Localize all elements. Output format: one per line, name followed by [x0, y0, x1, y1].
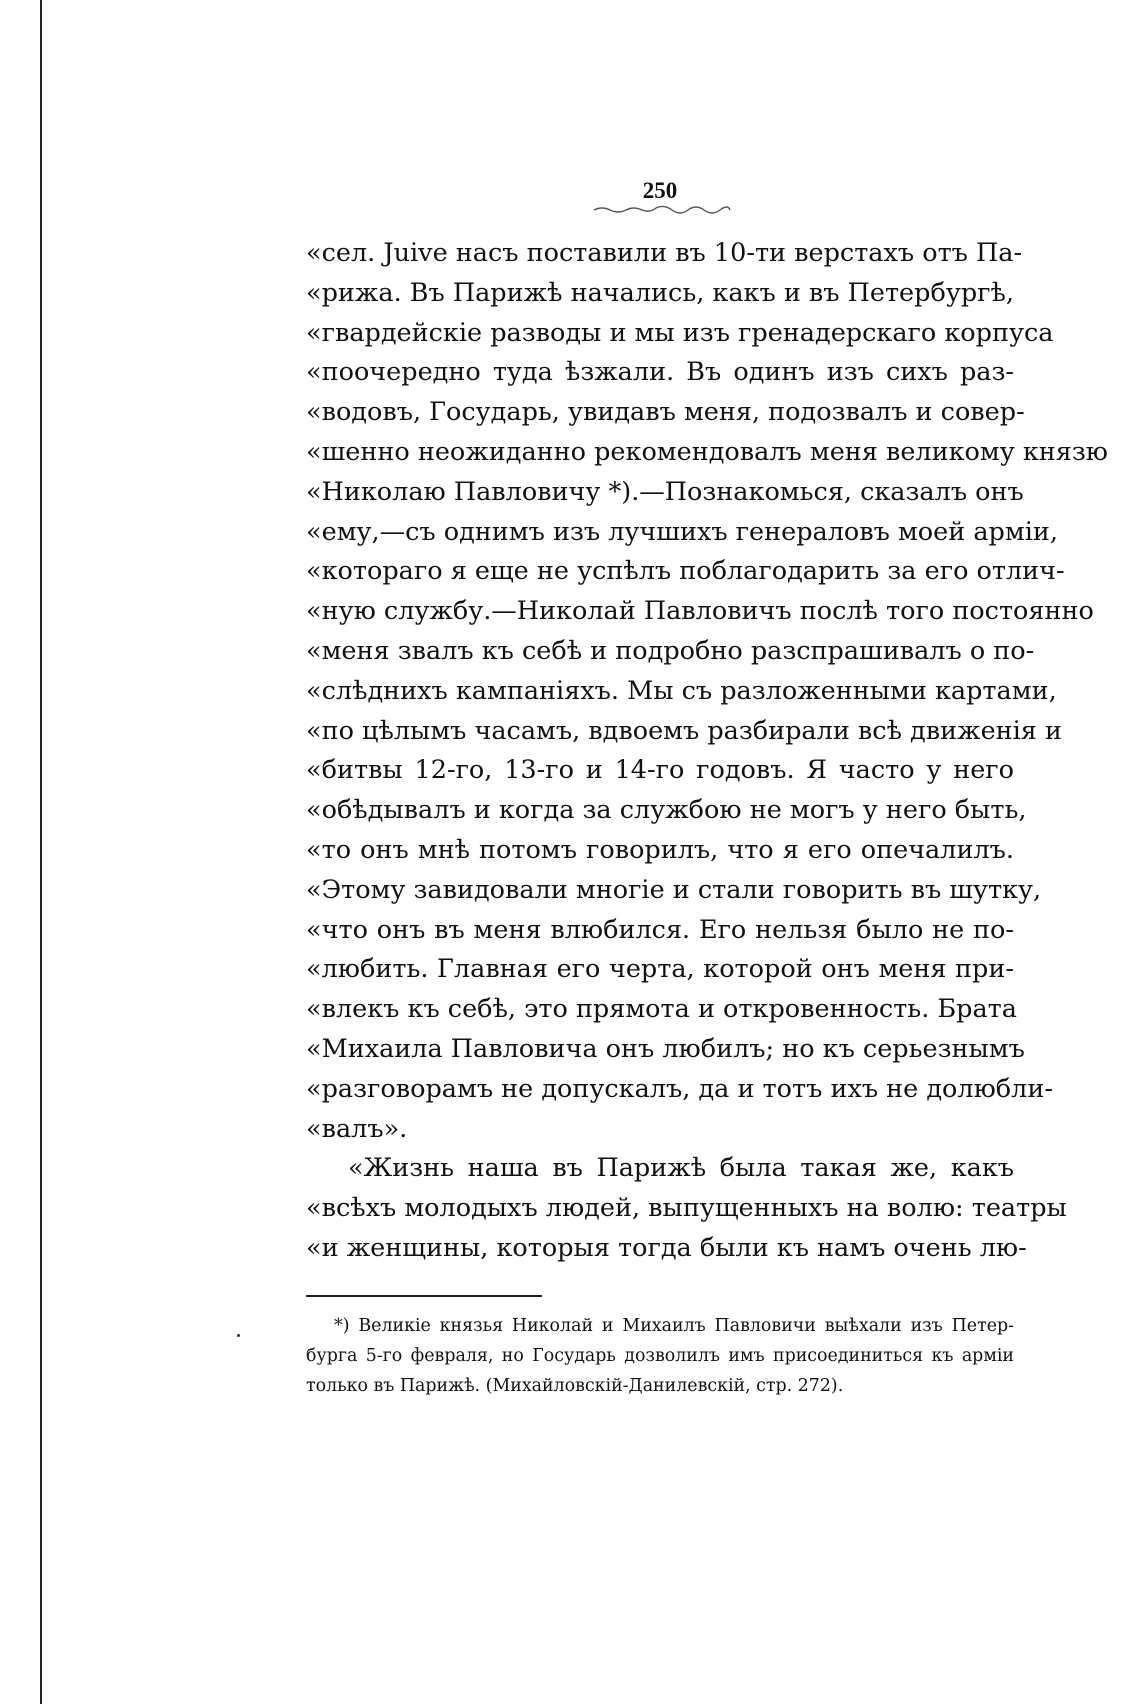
text-line: «котораго я еще не успѣлъ поблагодарить за его отлич-	[306, 556, 1065, 587]
text-line: «Михаила Павловича онъ любилъ; но къ серьезнымъ	[306, 1033, 1025, 1064]
binding-edge	[40, 0, 42, 1704]
text-line: «по цѣлымъ часамъ, вдвоемъ разбирали всѣ движенія и	[306, 715, 1062, 746]
footnote-divider	[306, 1295, 542, 1297]
text-line: «шенно неожиданно рекомендовалъ меня великому князю	[306, 436, 1108, 467]
footnote	[306, 1311, 1014, 1401]
text-line: «что онъ въ меня влюбился. Его нельзя было не по-	[306, 914, 1014, 945]
text-line: «меня звалъ къ себѣ и подробно разспрашивалъ о по-	[306, 635, 1035, 666]
paragraph-start-line: «Жизнь наша въ Парижѣ была такая же, какъ	[348, 1153, 1014, 1184]
text-line: «и женщины, которыя тогда были къ намъ очень лю-	[306, 1232, 1027, 1263]
text-line: «рижа. Въ Парижѣ начались, какъ и въ Петербургѣ,	[306, 277, 1014, 308]
text-line: «обѣдывалъ и когда за службою не могъ у него быть,	[306, 795, 1027, 826]
text-line: «ную службу.—Николай Павловичъ послѣ того постоянно	[306, 596, 1094, 627]
footnote-line: *) Великіе князья Николай и Михаилъ Павловичи выѣхали изъ Петер-	[334, 1316, 1014, 1336]
text-line: «сел. Juive насъ поставили въ 10-ти верстахъ отъ Па-	[306, 238, 1023, 268]
page-number-ornament	[592, 204, 732, 216]
paragraph-end-line: «валъ».	[306, 1113, 408, 1144]
text-line: «водовъ, Государь, увидавъ меня, подозвалъ и совер-	[306, 397, 1025, 428]
text-line: «слѣднихъ кампаніяхъ. Мы съ разложенными картами,	[306, 675, 1057, 706]
text-line: «гвардейскіе разводы и мы изъ гренадерскаго корпуса	[306, 317, 1054, 348]
text-line: «поочередно туда ѣзжали. Въ одинъ изъ сихъ раз-	[306, 357, 1014, 388]
main-text	[306, 234, 1108, 1269]
text-line: «любить. Главная его черта, которой онъ меня при-	[306, 954, 1014, 985]
text-line: «разговорамъ не допускалъ, да и тотъ ихъ не долюбли-	[306, 1073, 1053, 1104]
text-line: «Этому завидовали многіе и стали говорить въ шутку,	[306, 874, 1042, 905]
text-line: «Николаю Павловичу *).—Познакомься, сказалъ онъ	[306, 476, 1024, 507]
scan-speck	[237, 1334, 240, 1337]
text-line: «влекъ къ себѣ, это прямота и откровенность. Брата	[306, 994, 1017, 1025]
page-number: 250	[642, 178, 678, 203]
text-line: «то онъ мнѣ потомъ говорилъ, что я его опечалилъ.	[306, 834, 1014, 865]
footnote-line: только въ Парижѣ. (Михайловскій-Данилевскій, стр. 272).	[306, 1376, 844, 1396]
text-line: «битвы 12-го, 13-го и 14-го годовъ. Я часто у него	[306, 755, 1014, 786]
text-line: «ему,—съ однимъ изъ лучшихъ генераловъ моей арміи,	[306, 516, 1058, 547]
footnote-line: бурга 5-го февраля, но Государь дозволилъ имъ присоединиться къ арміи	[306, 1346, 1014, 1366]
text-line: «всѣхъ молодыхъ людей, выпущенныхъ на волю: театры	[306, 1193, 1067, 1224]
